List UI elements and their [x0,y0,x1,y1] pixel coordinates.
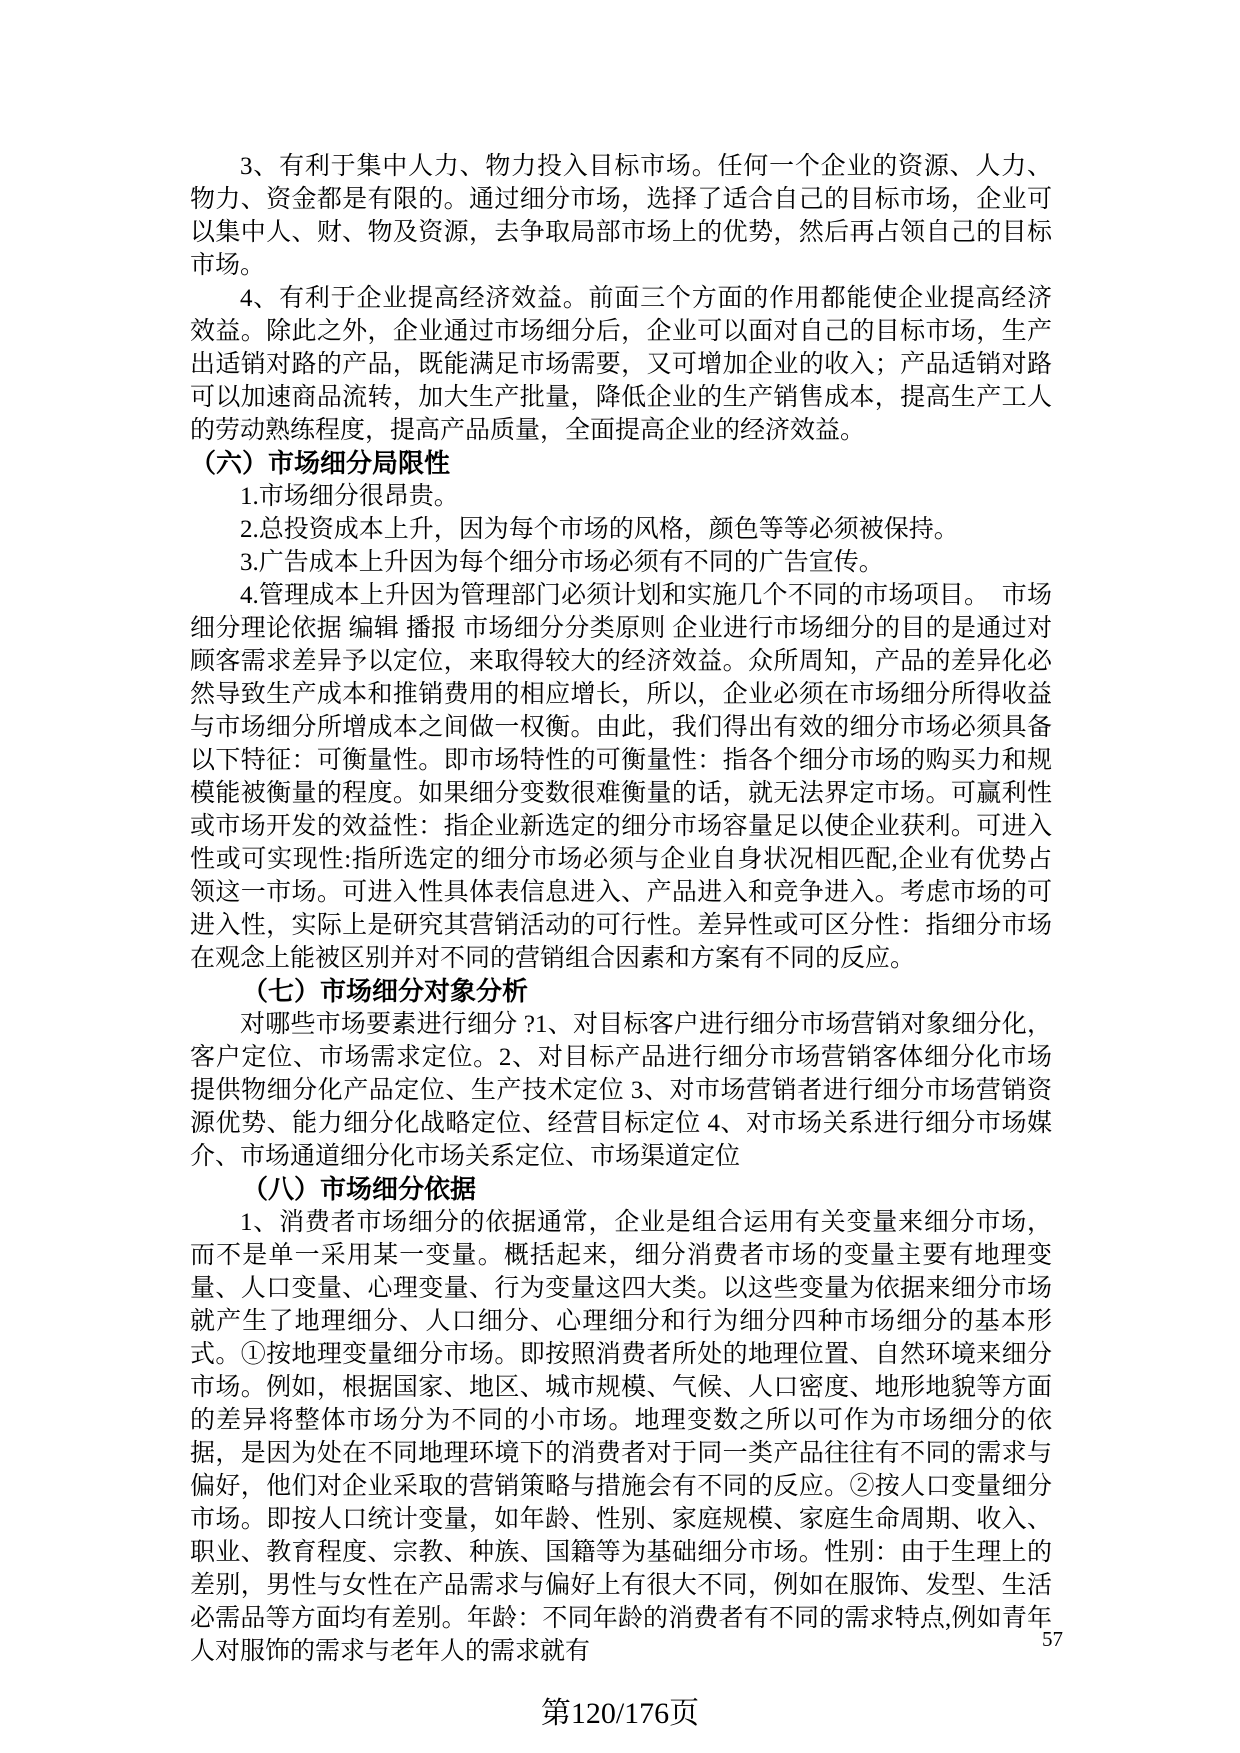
paragraph: 4、有利于企业提高经济效益。前面三个方面的作用都能使企业提高经济效益。除此之外，企业通过市场细分后，企业可以面对自己的目标市场，生产出适销对路的产品，既能满足市场需要，又可增加企业的收入；产品适销对路可以加速商品流转，加大生产批量，降低企业的生产销售成本，提高生产工人的劳动熟练程度，提高产品质量，全面提高企业的经济效益。 [190,285,1052,444]
paragraph: 3.广告成本上升因为每个细分市场必须有不同的广告宣传。 [240,549,884,576]
paragraph: 1.市场细分很昂贵。 [240,483,459,510]
footer-page-indicator: 第120/176页 [540,1697,700,1730]
paragraph: 1、消费者市场细分的依据通常，企业是组合运用有关变量来细分市场，而不是单一采用某一变量。概括起来，细分消费者市场的变量主要有地理变量、人口变量、心理变量、行为变量这四大类。以这些变量为依据来细分市场就产生了地理细分、人口细分、心理细分和行为细分四种市场细分的基本形式。①按地理变量细分市场。即按照消费者所处的地理位置、自然环境来细分市场。例如，根据国家、地区、城市规模、气候、人口密度、地形地貌等方面的差异将整体市场分为不同的小市场。地理变数之所以可作为市场细分的依据，是因为处在不同地理环境下的消费者对于同一类产品往往有不同的需求与偏好，他们对企业采取的营销策略与措施会有不同的反应。②按人口变量细分市场。即按人口统计变量，如年龄、性别、家庭规模、家庭生命周期、收入、职业、教育程度、宗教、种族、国籍等为基础细分市场。性别：由于生理上的差别，男性与女性在产品需求与偏好上有很大不同，例如在服饰、发型、生活必需品等方面均有差别。年龄：不同年龄的消费者有不同的需求特点,例如青年人对服饰的需求与老年人的需求就有 [190,1209,1052,1665]
corner-page-number: 57 [1042,1627,1063,1651]
section-heading: （七）市场细分对象分析 [242,976,529,1006]
section-heading: （八）市场细分依据 [242,1174,477,1204]
document-body [190,150,1052,1668]
paragraph: 对哪些市场要素进行细分 ?1、对目标客户进行细分市场营销对象细分化，客户定位、市场需求定位。2、对目标产品进行细分市场营销客体细分化市场提供物细分化产品定位、生产技术定位 3、对市场营销者进行细分市场营销资源优势、能力细分化战略定位、经营目标定位 4、对市场关系进行细分市场媒介、市场通道细分化市场关系定位、市场渠道定位 [190,1011,1052,1170]
paragraph: 2.总投资成本上升，因为每个市场的风格，颜色等等必须被保持。 [240,516,959,543]
paragraph: 4.管理成本上升因为管理部门必须计划和实施几个不同的市场项目。 市场细分理论依据 编辑 播报 市场细分分类原则 企业进行市场细分的目的是通过对顾客需求差异予以定位，来取得较大的经济效益。众所周知，产品的差异化必然导致生产成本和推销费用的相应增长，所以，企业必须在市场细分所得收益与市场细分所增成本之间做一权衡。由此，我们得出有效的细分市场必须具备以下特征：可衡量性。即市场特性的可衡量性：指各个细分市场的购买力和规模能被衡量的程度。如果细分变数很难衡量的话，就无法界定市场。可赢利性或市场开发的效益性：指企业新选定的细分市场容量足以使企业获利。可进入性或可实现性:指所选定的细分市场必须与企业自身状况相匹配,企业有优势占领这一市场。可进入性具体表信息进入、产品进入和竞争进入。考虑市场的可进入性，实际上是研究其营销活动的可行性。差异性或可区分性：指细分市场在观念上能被区别并对不同的营销组合因素和方案有不同的反应。 [190,582,1052,972]
paragraph: 3、有利于集中人力、物力投入目标市场。任何一个企业的资源、人力、物力、资金都是有限的。通过细分市场，选择了适合自己的目标市场，企业可以集中人、财、物及资源，去争取局部市场上的优势，然后再占领自己的目标市场。 [190,153,1052,279]
section-heading: （六）市场细分局限性 [190,448,451,478]
